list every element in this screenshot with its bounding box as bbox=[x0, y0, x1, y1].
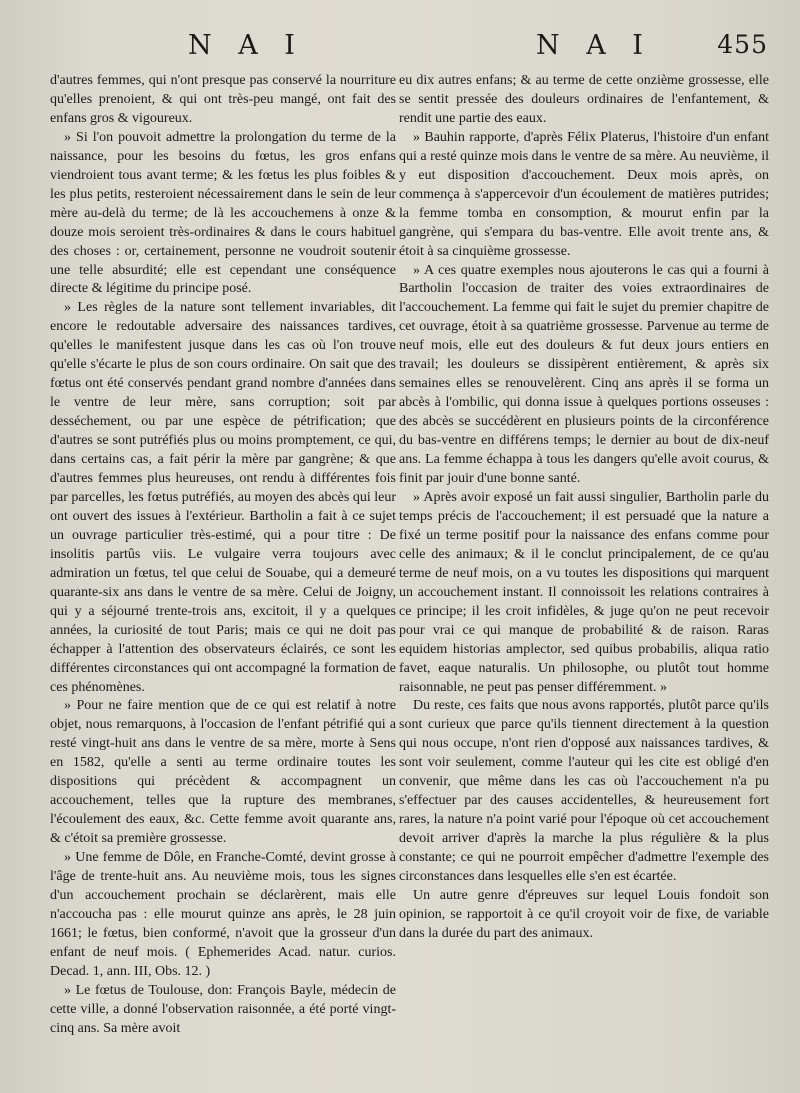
paragraph: » Les règles de la nature sont tellement invariables, dit encore le redoutable adversaire des naissances tardives, qu'elles le manifestent jusque dans les cas où l'on trouve qu'elle s'écarte le plus de son cours ordinaire. On sait que des fœtus ont été conservés pendant grand nombre d'années dans le ventre de leur mère, sans corruption; soit par desséchement, ou par une espèce de pétrification; que d'autres se sont putréfiés plus ou moins promptement, ce qui, dans certains cas, a fait périr la mère par gangrène; & que d'autres femmes plus heureuses, ont rendu à différentes fois par parcelles, les fœtus putréfiés, au moyen des abcès qui leur ont ouvert des issues à l'extérieur. Bartholin a fait à ce sujet un ouvrage particulier très-estimé, qui a pour titre : De insolitis partûs viis. Le vulgaire verra toujours avec admiration un fœtus, tel que celui de Souabe, qui a demeuré quarante-six ans dans le ventre de sa mère. Celui de Joigny, qui y a séjourné trente-trois ans, excitoit, il y a quelques années, la curiosité de tout Paris; mais ce qui ne doit pas échapper à l'attention des observateurs éclairés, ce sont les différentes circonstances qui ont accompagné la formation de ces phénomènes. bbox=[50, 300, 396, 695]
paragraph: d'autres femmes, qui n'ont presque pas conservé la nourriture qu'elles prenoient, & qui ont très-peu mangé, ont fait des enfans gros & vigoureux. bbox=[50, 73, 396, 126]
running-header bbox=[0, 30, 800, 70]
right-running-head: N A I bbox=[536, 30, 652, 61]
paragraph: » A ces quatre exemples nous ajouterons le cas qui a fourni à Bartholin l'occasion de traiter des voies extraordinaires de l'accouchement. La femme qui fait le sujet du premier chapitre de cet ouvrage, étoit à sa quatrième grossesse. Parvenue au terme de neuf mois, elle eut des douleurs & fut deux jours entiers en travail; les douleurs se dissipèrent entièrement, & après six semaines elles se renouvelèrent. Cinq ans après il se forma un abcès à l'ombilic, qui donna issue à quelques portions osseuses : des abcès se succédèrent en plusieurs points de la circonférence du bas-ventre en différens temps; le dernier au bout de dix-neuf ans. La femme échappa à tous les dangers qu'elle avoit courus, & finit par jouir d'une bonne santé. bbox=[399, 262, 769, 487]
paragraph: Du reste, ces faits que nous avons rapportés, plutôt parce qu'ils sont curieux que parce qu'ils tiennent directement à la question qui nous occupe, n'ont rien d'opposé aux naissances tardives, & sont voir seulement, comme l'auteur qui les cite est obligé d'en convenir, que même dans les cas où l'accouchement n'a pu s'effectuer par des causes accidentelles, & heureusement fort rares, la nature n'a point varié pour l'époque où cet accouchement devoit arriver d'après la marche la plus régulière & la plus constante; ce qui ne pourroit empêcher d'admettre l'exemple des circonstances dans lesquelles elle s'en est écartée. bbox=[399, 698, 769, 885]
paragraph: » Pour ne faire mention que de ce qui est relatif à notre objet, nous remarquons, à l'occasion de l'enfant pétrifié qui a resté vingt-huit ans dans le ventre de sa mère, morte à Sens en 1582, qu'elle a senti au terme ordinaire toutes les dispositions qui précèdent & accompagnent un accouchement, telles que la rupture des membranes, l'écoulement des eaux, &c. Cette femme avoit quarante ans, & c'étoit sa première grossesse. bbox=[50, 698, 396, 847]
left-column bbox=[50, 72, 396, 1039]
paragraph: » Bauhin rapporte, d'après Félix Platerus, l'histoire d'un enfant qui a resté quinze mois dans le ventre de sa mère. Au neuvième, il y eut disposition d'accouchement. Deux mois après, on commença à s'appercevoir d'un écoulement de matières putrides; la femme tomba en consomption, & mourut enfin par la gangrène, qui s'empara du bas-ventre. Elle avoit trente ans, & étoit à sa cinquième grossesse. bbox=[399, 129, 769, 259]
paragraph: » Si l'on pouvoit admettre la prolongation du terme de la naissance, pour les besoins du fœtus, les gros enfans viendroient tous avant terme; & les fœtus les plus foibles & les plus petits, resteroient nécessairement dans le sein de leur mère au-delà du terme; de là les accouchemens à onze & douze mois seroient très-ordinaires & dans le cours habituel des choses : or, certainement, personne ne voudroit soutenir une telle absurdité; elle est cependant une conséquence directe & légitime du principe posé. bbox=[50, 129, 396, 297]
page-number: 455 bbox=[717, 30, 768, 59]
paragraph: » Le fœtus de Toulouse, don: François Bayle, médecin de cette ville, a donné l'observation raisonnée, a été porté vingt-cinq ans. Sa mère avoit bbox=[50, 982, 396, 1036]
paragraph: » Une femme de Dôle, en Franche-Comté, devint grosse à l'âge de trente-huit ans. Au neuvième mois, tous les signes d'un accouchement prochain se déclarèrent, mais elle n'accoucha pas : elle mourut quinze ans après, le 28 juin 1661; le fœtus, bien conformé, n'avoit que la grosseur d'un enfant de neuf mois. ( Ephemerides Acad. natur. curios. Decad. 1, ann. III, Obs. 12. ) bbox=[50, 850, 396, 979]
right-column bbox=[399, 72, 769, 944]
left-running-head: N A I bbox=[188, 30, 304, 61]
paragraph: Un autre genre d'épreuves sur lequel Louis fondoit son opinion, se rapportoit à ce qu'il croyoit voir de fixe, de variable dans la durée du part des animaux. bbox=[399, 887, 769, 941]
paragraph: » Après avoir exposé un fait aussi singulier, Bartholin parle du temps précis de l'accouchement; il est persuadé que la nature a fixé un terme positif pour la naissance des enfans comme pour celle des animaux; & il le conclut principalement, de ce qu'au terme de neuf mois, on a vu toutes les dispositions qui marquent un accouchement instant. Il connoissoit les relations contraires à ce principe; il les croit infidèles, & juge qu'on ne peut recevoir pour vrai ce qui manque de probabilité & de raison. Raras equidem historias amplector, sed quibus probabilis, aliqua ratio favet, eaque naturalis. Un philosophe, ou plutôt tout homme raisonnable, ne peut pas penser différemment. » bbox=[399, 489, 769, 695]
paragraph: eu dix autres enfans; & au terme de cette onzième grossesse, elle se sentit pressée des douleurs ordinaires de l'enfantement, & rendit une partie des eaux. bbox=[399, 73, 769, 126]
